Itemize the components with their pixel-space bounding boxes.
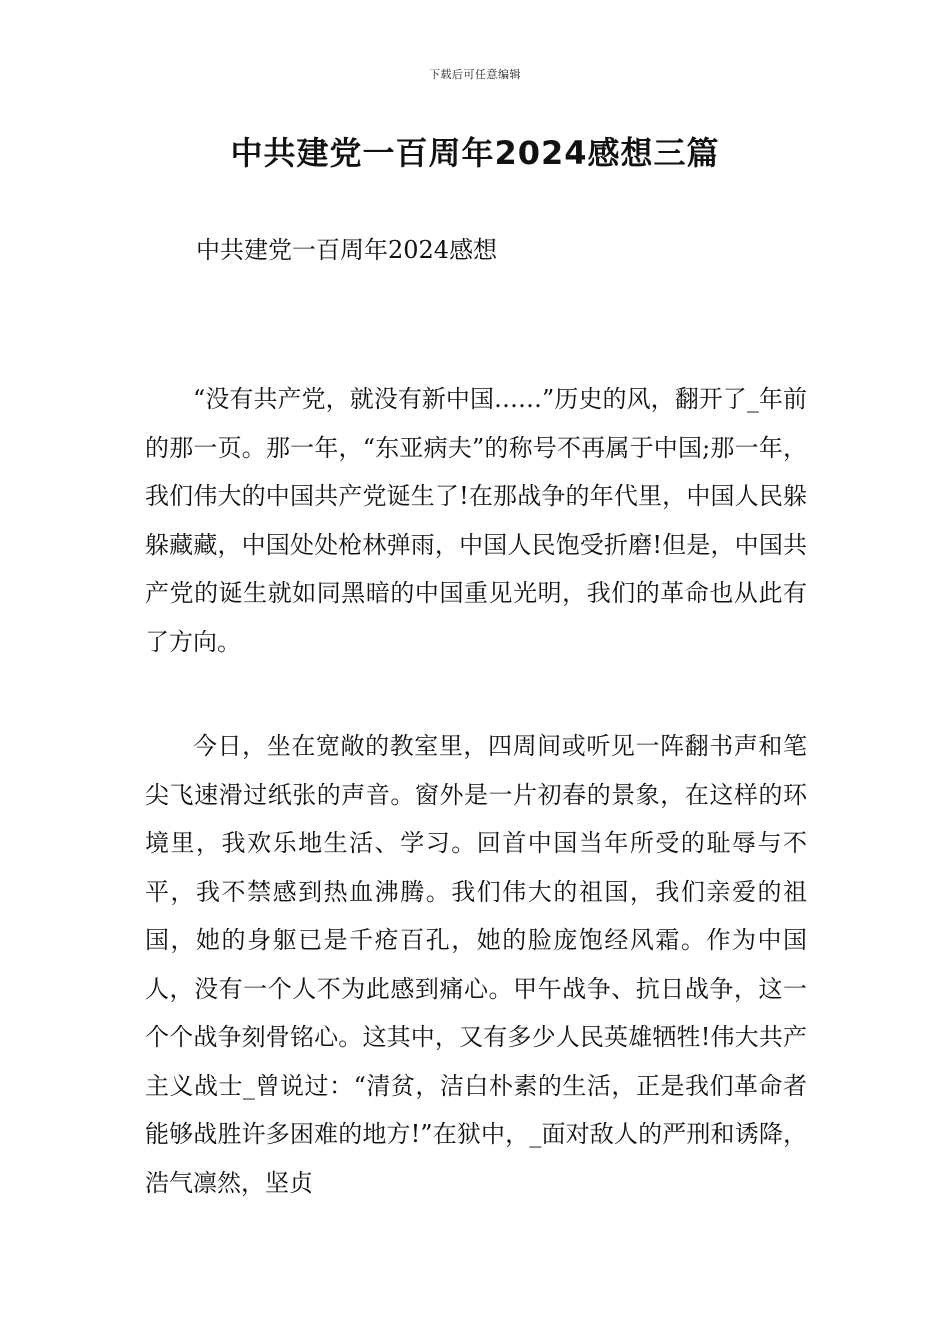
paragraph-2: 今日，坐在宽敞的教室里，四周间或听见一阵翻书声和笔尖飞速滑过纸张的声音。窗外是一片初春的景象，在这样的环境里，我欢乐地生活、学习。回首中国当年所受的耻辱与不平，我不禁感到热血沸腾。我们伟大的祖国，我们亲爱的祖国，她的身躯已是千疮百孔，她的脸庞饱经风霜。作为中国人，没有一个人不为此感到痛心。甲午战争、抗日战争，这一个个战争刻骨铭心。这其中，又有多少人民英雄牺牲!伟大共产主义战士_曾说过：“清贫，洁白朴素的生活，正是我们革命者能够战胜许多困难的地方!”在狱中，_面对敌人的严刑和诱降，浩气凛然，坚贞 [145,732,807,1197]
section-subtitle: 中共建党一百周年2024感想 [196,236,498,264]
header-note: 下载后可任意编辑 [429,68,521,81]
paragraph-1: “没有共产党，就没有新中国……”历史的风，翻开了_年前的那一页。那一年，“东亚病夫”的称号不再属于中国;那一年，我们伟大的中国共产党诞生了!在那战争的年代里，中国人民躲躲藏藏，中国处处枪林弹雨，中国人民饱受折磨!但是，中国共产党的诞生就如同黑暗的中国重见光明，我们的革命也从此有了方向。 [145,385,807,656]
document-title: 中共建党一百周年2024感想三篇 [230,134,720,172]
